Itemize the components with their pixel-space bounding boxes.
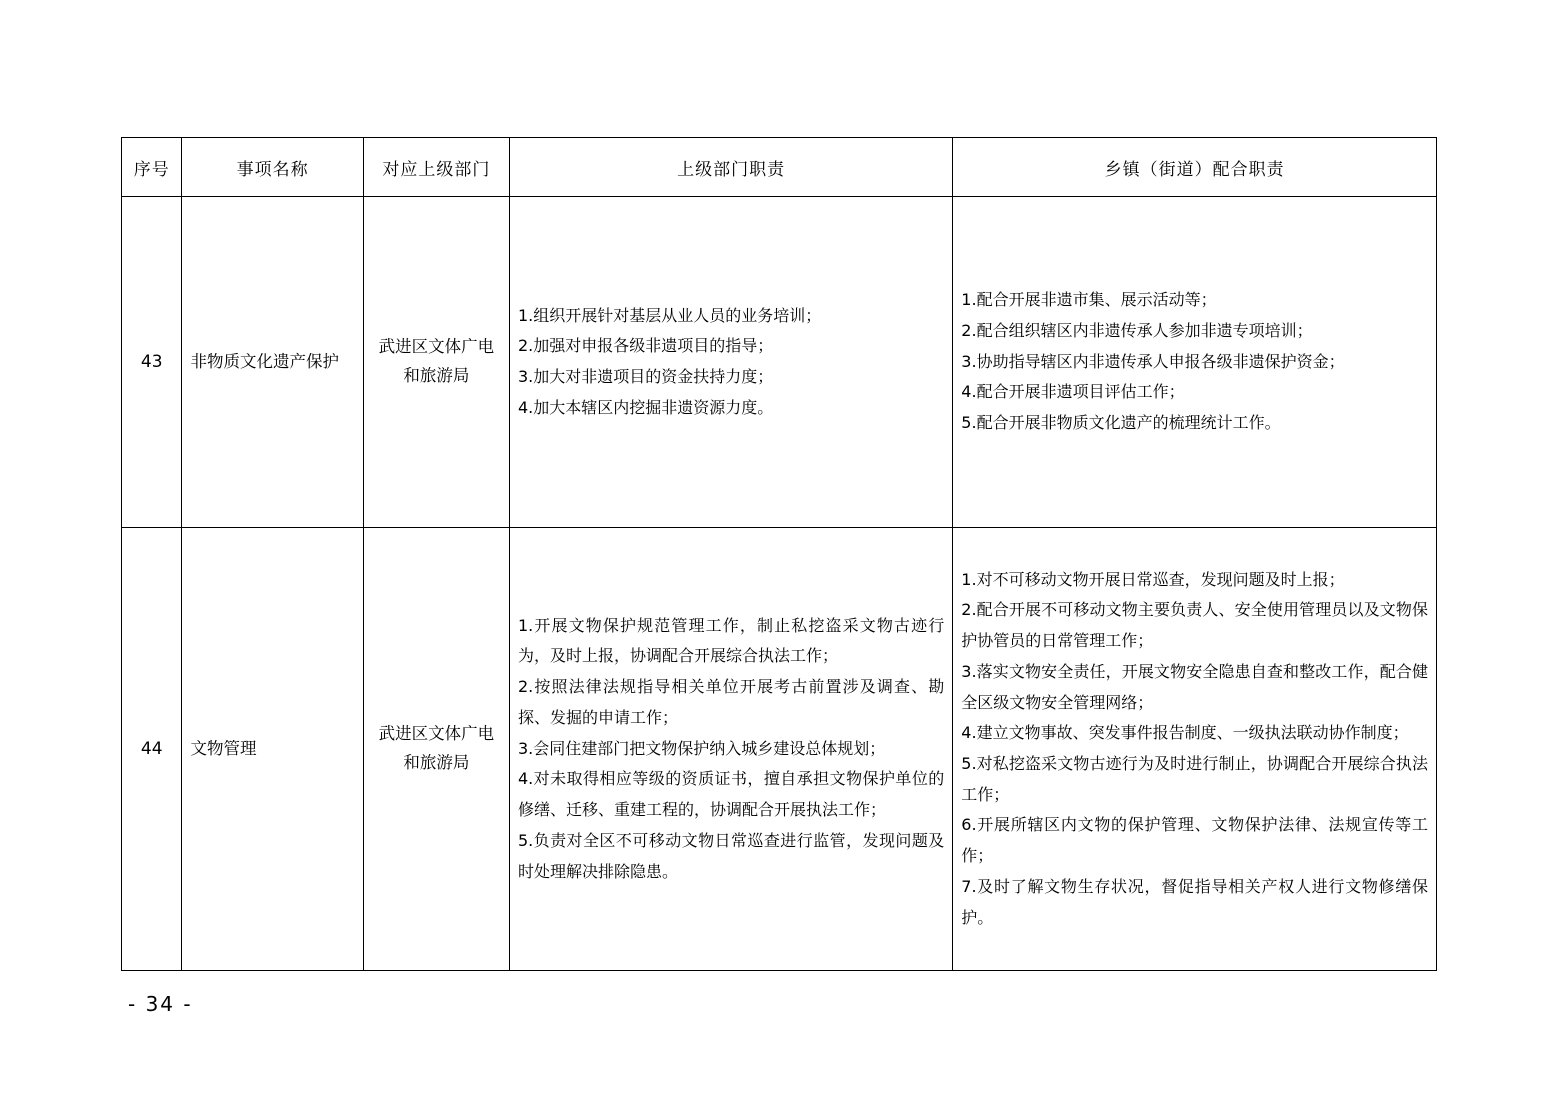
cell-township-duty (953, 197, 1437, 528)
column-header-duty: 上级部门职责 (509, 138, 952, 197)
cell-upper-duty (509, 528, 952, 971)
duty-line: 4.加大本辖区内挖掘非遗资源力度。 (517, 397, 774, 417)
cell-item-name: 文物管理 (182, 528, 363, 971)
duty-line: 3.加大对非遗项目的资金扶持力度； (517, 367, 774, 386)
cell-department: 武进区文体广电和旅游局 (363, 197, 509, 528)
table-row (122, 528, 1437, 971)
table-row (122, 197, 1437, 528)
duty-line: 2.加强对申报各级非遗项目的指导； (517, 336, 774, 356)
coop-line: 4.建立文物事故、突发事件报告制度、一级执法联动协作制度； (961, 723, 1409, 743)
column-header-dept: 对应上级部门 (363, 138, 509, 197)
cell-department: 武进区文体广电和旅游局 (363, 528, 509, 971)
table-header-row (122, 138, 1437, 197)
coop-line: 1.配合开展非遗市集、展示活动等； (961, 290, 1217, 310)
duty-line: 3.会同住建部门把文物保护纳入城乡建设总体规划； (517, 738, 886, 758)
column-header-coop: 乡镇（街道）配合职责 (953, 138, 1437, 197)
duty-line: 2.按照法律法规指导相关单位开展考古前置涉及调查、勘探、发掘的申请工作； (517, 677, 945, 727)
cell-no: 44 (122, 528, 182, 971)
cell-upper-duty (509, 197, 952, 528)
coop-line: 3.落实文物安全责任，开展文物安全隐患自查和整改工作，配合健全区级文物安全管理网络； (961, 661, 1428, 712)
duty-line: 1.组织开展针对基层从业人员的业务培训； (517, 305, 822, 325)
coop-line: 3.协助指导辖区内非遗传承人申报各级非遗保护资金； (961, 351, 1345, 371)
duty-line: 1.开展文物保护规范管理工作，制止私挖盗采文物古迹行为，及时上报，协调配合开展综合执法工作； (517, 615, 945, 666)
coop-line: 2.配合组织辖区内非遗传承人参加非遗专项培训； (961, 320, 1313, 340)
coop-line: 5.对私挖盗采文物古迹行为及时进行制止，协调配合开展综合执法工作； (961, 754, 1428, 804)
coop-line: 4.配合开展非遗项目评估工作； (961, 382, 1185, 402)
cell-no: 43 (122, 197, 182, 528)
cell-township-duty (953, 528, 1437, 971)
page-number: - 34 - (128, 992, 193, 1016)
duty-line: 5.负责对全区不可移动文物日常巡查进行监管，发现问题及时处理解决排除隐患。 (517, 830, 945, 881)
coop-line: 7.及时了解文物生存状况，督促指导相关产权人进行文物修缮保护。 (961, 876, 1428, 927)
column-header-no: 序号 (122, 138, 182, 197)
coop-line: 2.配合开展不可移动文物主要负责人、安全使用管理员以及文物保护协管员的日常管理工作； (961, 600, 1428, 651)
cell-item-name: 非物质文化遗产保护 (182, 197, 363, 528)
coop-line: 5.配合开展非物质文化遗产的梳理统计工作。 (961, 413, 1281, 433)
coop-line: 6.开展所辖区内文物的保护管理、文物保护法律、法规宣传等工作； (961, 815, 1428, 866)
duty-line: 4.对未取得相应等级的资质证书，擅自承担文物保护单位的修缮、迁移、重建工程的，协调配合开展执法工作； (517, 769, 945, 820)
responsibility-table (121, 137, 1437, 971)
coop-line: 1.对不可移动文物开展日常巡查，发现问题及时上报； (961, 569, 1345, 589)
column-header-name: 事项名称 (182, 138, 363, 197)
